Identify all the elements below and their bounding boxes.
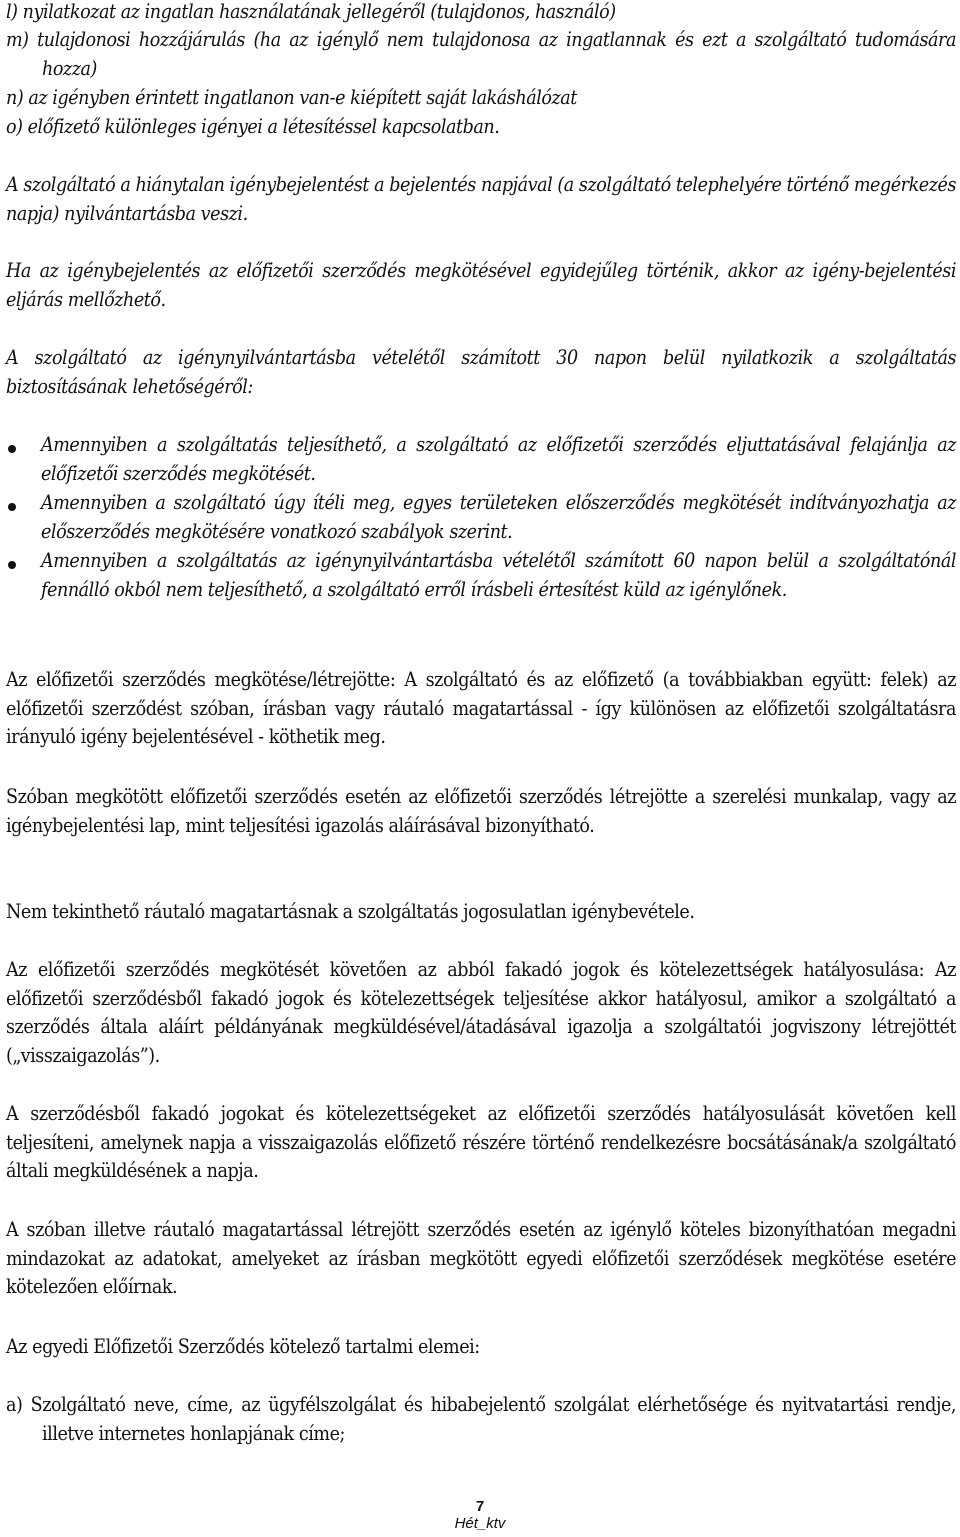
paragraph-registration: A szolgáltató a hiánytalan igénybejelentést a bejelentés napjával (a szolgáltató telephelyére történő megérkezés napja) nyilvántartásba veszi. [6,173,956,225]
bullet-dot [8,503,16,511]
paragraph-oral-contract: Szóban megkötött előfizetői szerződés esetén az előfizetői szerződés létrejötte a szerelési munkalap, vagy az igénybejelentési lap, mint teljesítési igazolás aláírásával bizonyítható. [6,785,956,837]
footer [0,1498,960,1532]
paragraph-contract-formation: Az előfizetői szerződés megkötése/létrejötte: A szolgáltató és az előfizető (a továbbiakban együtt: felek) az előfizetői szerződést szóban, írásban vagy ráutaló magatartással - így különösen az előfizetői szolgáltatásra irányuló igény bejelentésével - köthetik meg. [6,668,956,748]
page-number: 7 [475,1498,485,1515]
list-item-n: n) az igényben érintett ingatlanon van-e kiépített saját lakáshálózat [6,86,577,109]
paragraph-obligations: A szerződésből fakadó jogokat és kötelezettségeket az előfizetői szerződés hatályosulását követően kell teljesíteni, amelynek napja a visszaigazolás előfizető részére történő rendelkezésre bocsátásának/a szolgáltató általi megküldésének a napja. [6,1102,956,1182]
list-item-a: a) Szolgáltató neve, címe, az ügyfélszolgálat és hibabejelentő szolgálat elérhetősége és nyitvatartási rendje, illetve internetes honlapjának címe; [6,1393,956,1445]
paragraph-rights-effect: Az előfizetői szerződés megkötését követően az abból fakadó jogok és kötelezettségek hatályosulása: Az előfizetői szerződésből fakadó jogok és kötelezettségek teljesítése akkor hatályosul, amikor a szolgáltató a szerződés általa aláírt példányának megküldésével/átadásával igazolja a szolgáltatói jogviszony létrejöttét („visszaigazolás”). [6,958,956,1067]
bullet-dot [8,445,16,453]
bullet-item-2: Amennyiben a szolgáltató úgy ítéli meg, egyes területeken előszerződés megkötését indítványozhatja az előszerződés megkötésére vonatkozó szabályok szerint. [41,491,956,543]
list-item-l: l) nyilatkozat az ingatlan használatának jellegéről (tulajdonos, használó) [6,0,616,23]
paragraph-30-days: A szolgáltató az igénynyilvántartásba vételétől számított 30 napon belül nyilatkozik a szolgáltatás biztosításának lehetőségéről: [6,346,956,398]
bullet-item-1: Amennyiben a szolgáltatás teljesíthető, a szolgáltató az előfizetői szerződés eljuttatásával felajánlja az előfizetői szerződés megkötését. [41,433,956,485]
paragraph-mandatory-elements-heading: Az egyedi Előfizetői Szerződés kötelező tartalmi elemei: [6,1335,480,1358]
paragraph-oral-data: A szóban illetve ráutaló magatartással létrejött szerződés esetén az igénylő köteles bizonyíthatóan megadni mindazokat az adatokat, amelyeket az írásban megkötött egyedi előfizetői szerződések megkötése esetére kötelezően előírnak. [6,1218,956,1298]
bullet-dot [8,561,16,569]
paragraph-simultaneous: Ha az igénybejelentés az előfizetői szerződés megkötésével egyidejűleg történik, akkor az igény-bejelentési eljárás mellőzhető. [6,259,956,311]
footer-label: Hét_ktv [454,1515,506,1532]
list-item-o: o) előfizető különleges igényei a létesítéssel kapcsolatban. [6,115,500,138]
list-item-m: m) tulajdonosi hozzájárulás (ha az igénylő nem tulajdonosa az ingatlannak és ezt a szolgáltató tudomására hozza) [6,28,956,80]
paragraph-not-implied-conduct: Nem tekinthető ráutaló magatartásnak a szolgáltatás jogosulatlan igénybevétele. [6,900,695,923]
bullet-item-3: Amennyiben a szolgáltatás az igénynyilvántartásba vételétől számított 60 napon belül a szolgáltatónál fennálló okból nem teljesíthető, a szolgáltató erről írásbeli értesítést küld az igénylőnek. [41,549,956,601]
